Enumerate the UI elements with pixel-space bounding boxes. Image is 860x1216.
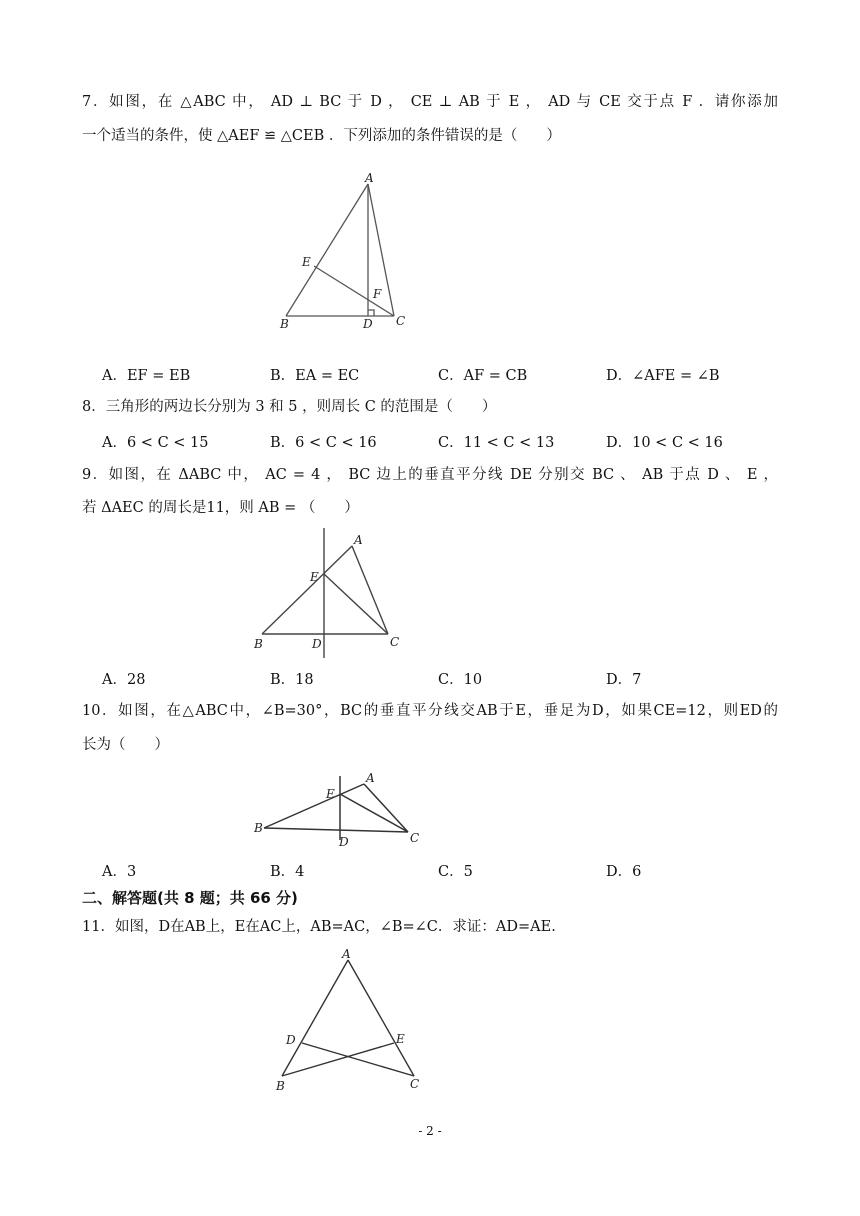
q10-option-b: B．4 <box>270 864 305 880</box>
q8-text-line1: 8．三角形的两边长分别为 3 和 5 ，则周长 C 的范围是（ ） <box>82 399 497 415</box>
q7-label-e: E <box>302 255 311 269</box>
q7-option-b: B．EA = EC <box>270 368 360 384</box>
q7-label-a: A <box>365 171 374 185</box>
q9-label-e: E <box>310 570 319 584</box>
q9-label-a: A <box>354 533 363 547</box>
q9-figure <box>250 524 410 668</box>
q11-text-line1: 11．如图，D在AB上，E在AC上，AB=AC，∠B=∠C．求证：AD=AE. <box>82 919 556 935</box>
q9-option-d: D．7 <box>606 672 642 688</box>
q7-figure <box>270 170 430 339</box>
q7-label-c: C <box>396 314 406 328</box>
q7-option-d: D．∠AFE = ∠B <box>606 368 720 384</box>
q10-option-c: C．5 <box>438 864 473 880</box>
q10-option-a: A．3 <box>102 864 137 880</box>
q11-label-b: B <box>276 1079 285 1093</box>
q9-text-line2: 若 ΔAEC 的周长是11，则 AB = （ ） <box>82 500 359 516</box>
q10-label-c: C <box>410 831 420 845</box>
q9-option-c: C．10 <box>438 672 483 688</box>
q10-label-e: E <box>326 787 335 801</box>
q9-label-b: B <box>254 637 263 651</box>
q10-text-line2: 长为（ ） <box>82 737 169 753</box>
page-number: - 2 - <box>418 1124 442 1138</box>
q9-label-c: C <box>390 635 400 649</box>
q7-label-f: F <box>373 287 382 301</box>
q8-option-a: A．6 < C < 15 <box>102 435 209 451</box>
q9-text-line1: 9．如图，在 ΔABC 中， AC = 4 ， BC 边上的垂直平分线 DE 分别交 BC 、 AB 于点 D 、 E ， <box>82 467 778 483</box>
q9-option-a: A．28 <box>102 672 146 688</box>
q8-option-c: C．11 < C < 13 <box>438 435 555 451</box>
q7-text-line2: 一个适当的条件，使 △AEF ≌ △CEB ．下列添加的条件错误的是（ ） <box>82 128 561 144</box>
q11-label-c: C <box>410 1077 420 1091</box>
section-heading: 二、解答题(共 8 题；共 66 分) <box>82 889 298 907</box>
q7-text-line1: 7．如图，在 △ABC 中， AD ⊥ BC 于 D ， CE ⊥ AB 于 E ， AD 与 CE 交于点 F ．请你添加 <box>82 94 778 110</box>
q10-label-a: A <box>366 771 375 785</box>
q7-label-d: D <box>363 317 373 331</box>
q7-option-c: C．AF = CB <box>438 368 528 384</box>
q7-label-b: B <box>280 317 289 331</box>
q7-option-a: A．EF = EB <box>102 368 191 384</box>
q9-label-d: D <box>312 637 322 651</box>
q11-figure <box>268 946 438 1100</box>
q10-label-b: B <box>254 821 263 835</box>
q11-label-e: E <box>396 1032 405 1046</box>
q10-text-line1: 10．如图，在△ABC中，∠B=30°，BC的垂直平分线交AB于E，垂足为D，如果CE=12，则ED的 <box>82 703 778 719</box>
q10-label-d: D <box>339 835 349 849</box>
q10-figure <box>250 770 430 854</box>
q11-label-d: D <box>286 1033 296 1047</box>
q8-option-b: B．6 < C < 16 <box>270 435 377 451</box>
q11-label-a: A <box>342 947 351 961</box>
q8-option-d: D．10 < C < 16 <box>606 435 723 451</box>
q9-option-b: B．18 <box>270 672 314 688</box>
q10-option-d: D．6 <box>606 864 642 880</box>
